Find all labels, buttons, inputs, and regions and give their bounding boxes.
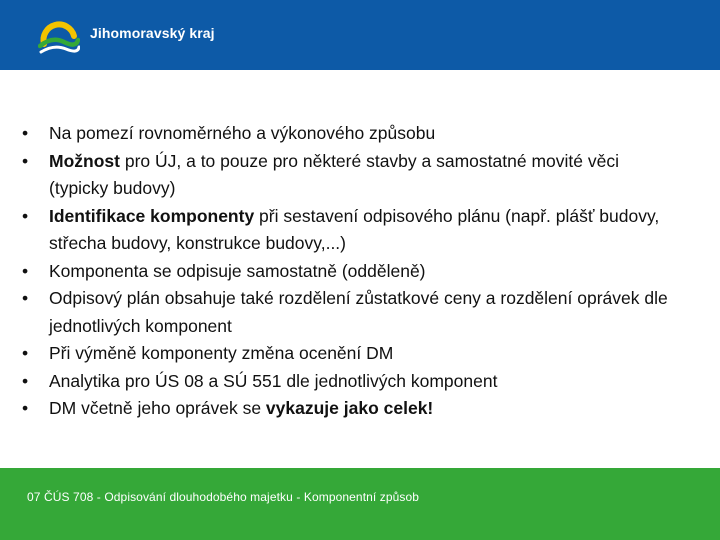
bullet-icon: • [22,150,29,171]
bullet-icon: • [22,260,29,281]
footer-title: 07 ČÚS 708 - Odpisování dlouhodobého majetku - Komponentní způsob [27,490,420,504]
footer-bar [0,468,720,540]
list-item [22,203,682,258]
item-text: Odpisový plán obsahuje také rozdělení zůstatkové ceny a rozdělení oprávek dle jednotlivých komponent [49,288,668,336]
list-item [22,285,682,340]
emphasis-text: Identifikace komponenty [49,205,255,226]
header-bar [0,0,720,70]
list-item [22,395,682,423]
item-text: Komponenta se odpisuje samostatně (odděleně) [49,260,426,281]
item-text: DM včetně jeho oprávek se [49,398,266,418]
item-text: Při výměně komponenty změna ocenění DM [49,343,394,363]
list-item [22,258,682,286]
emphasis-text: Možnost [49,150,120,171]
bullet-icon: • [22,370,29,391]
brand-name: Jihomoravský kraj [90,25,215,41]
bullet-icon: • [22,288,29,308]
region-logo-icon [38,14,80,54]
item-text: Analytika pro ÚS 08 a SÚ 551 dle jednotlivých komponent [49,370,498,391]
bullet-icon: • [22,205,29,226]
bullet-icon: • [22,123,29,143]
list-item [22,368,682,396]
item-text: pro ÚJ, a to pouze pro některé stavby a samostatné movité věci (typicky budovy) [49,150,619,198]
list-item [22,340,682,368]
item-text: při sestavení odpisového plánu (např. plášť budovy, střecha budovy, konstrukce budovy,...) [49,205,660,253]
item-text: Na pomezí rovnoměrného a výkonového způsobu [49,123,436,143]
bullet-list [22,120,682,423]
emphasis-text: vykazuje jako celek! [265,398,434,418]
list-item [22,120,682,148]
bullet-icon: • [22,343,29,363]
bullet-icon: • [22,398,29,418]
list-item [22,148,682,203]
